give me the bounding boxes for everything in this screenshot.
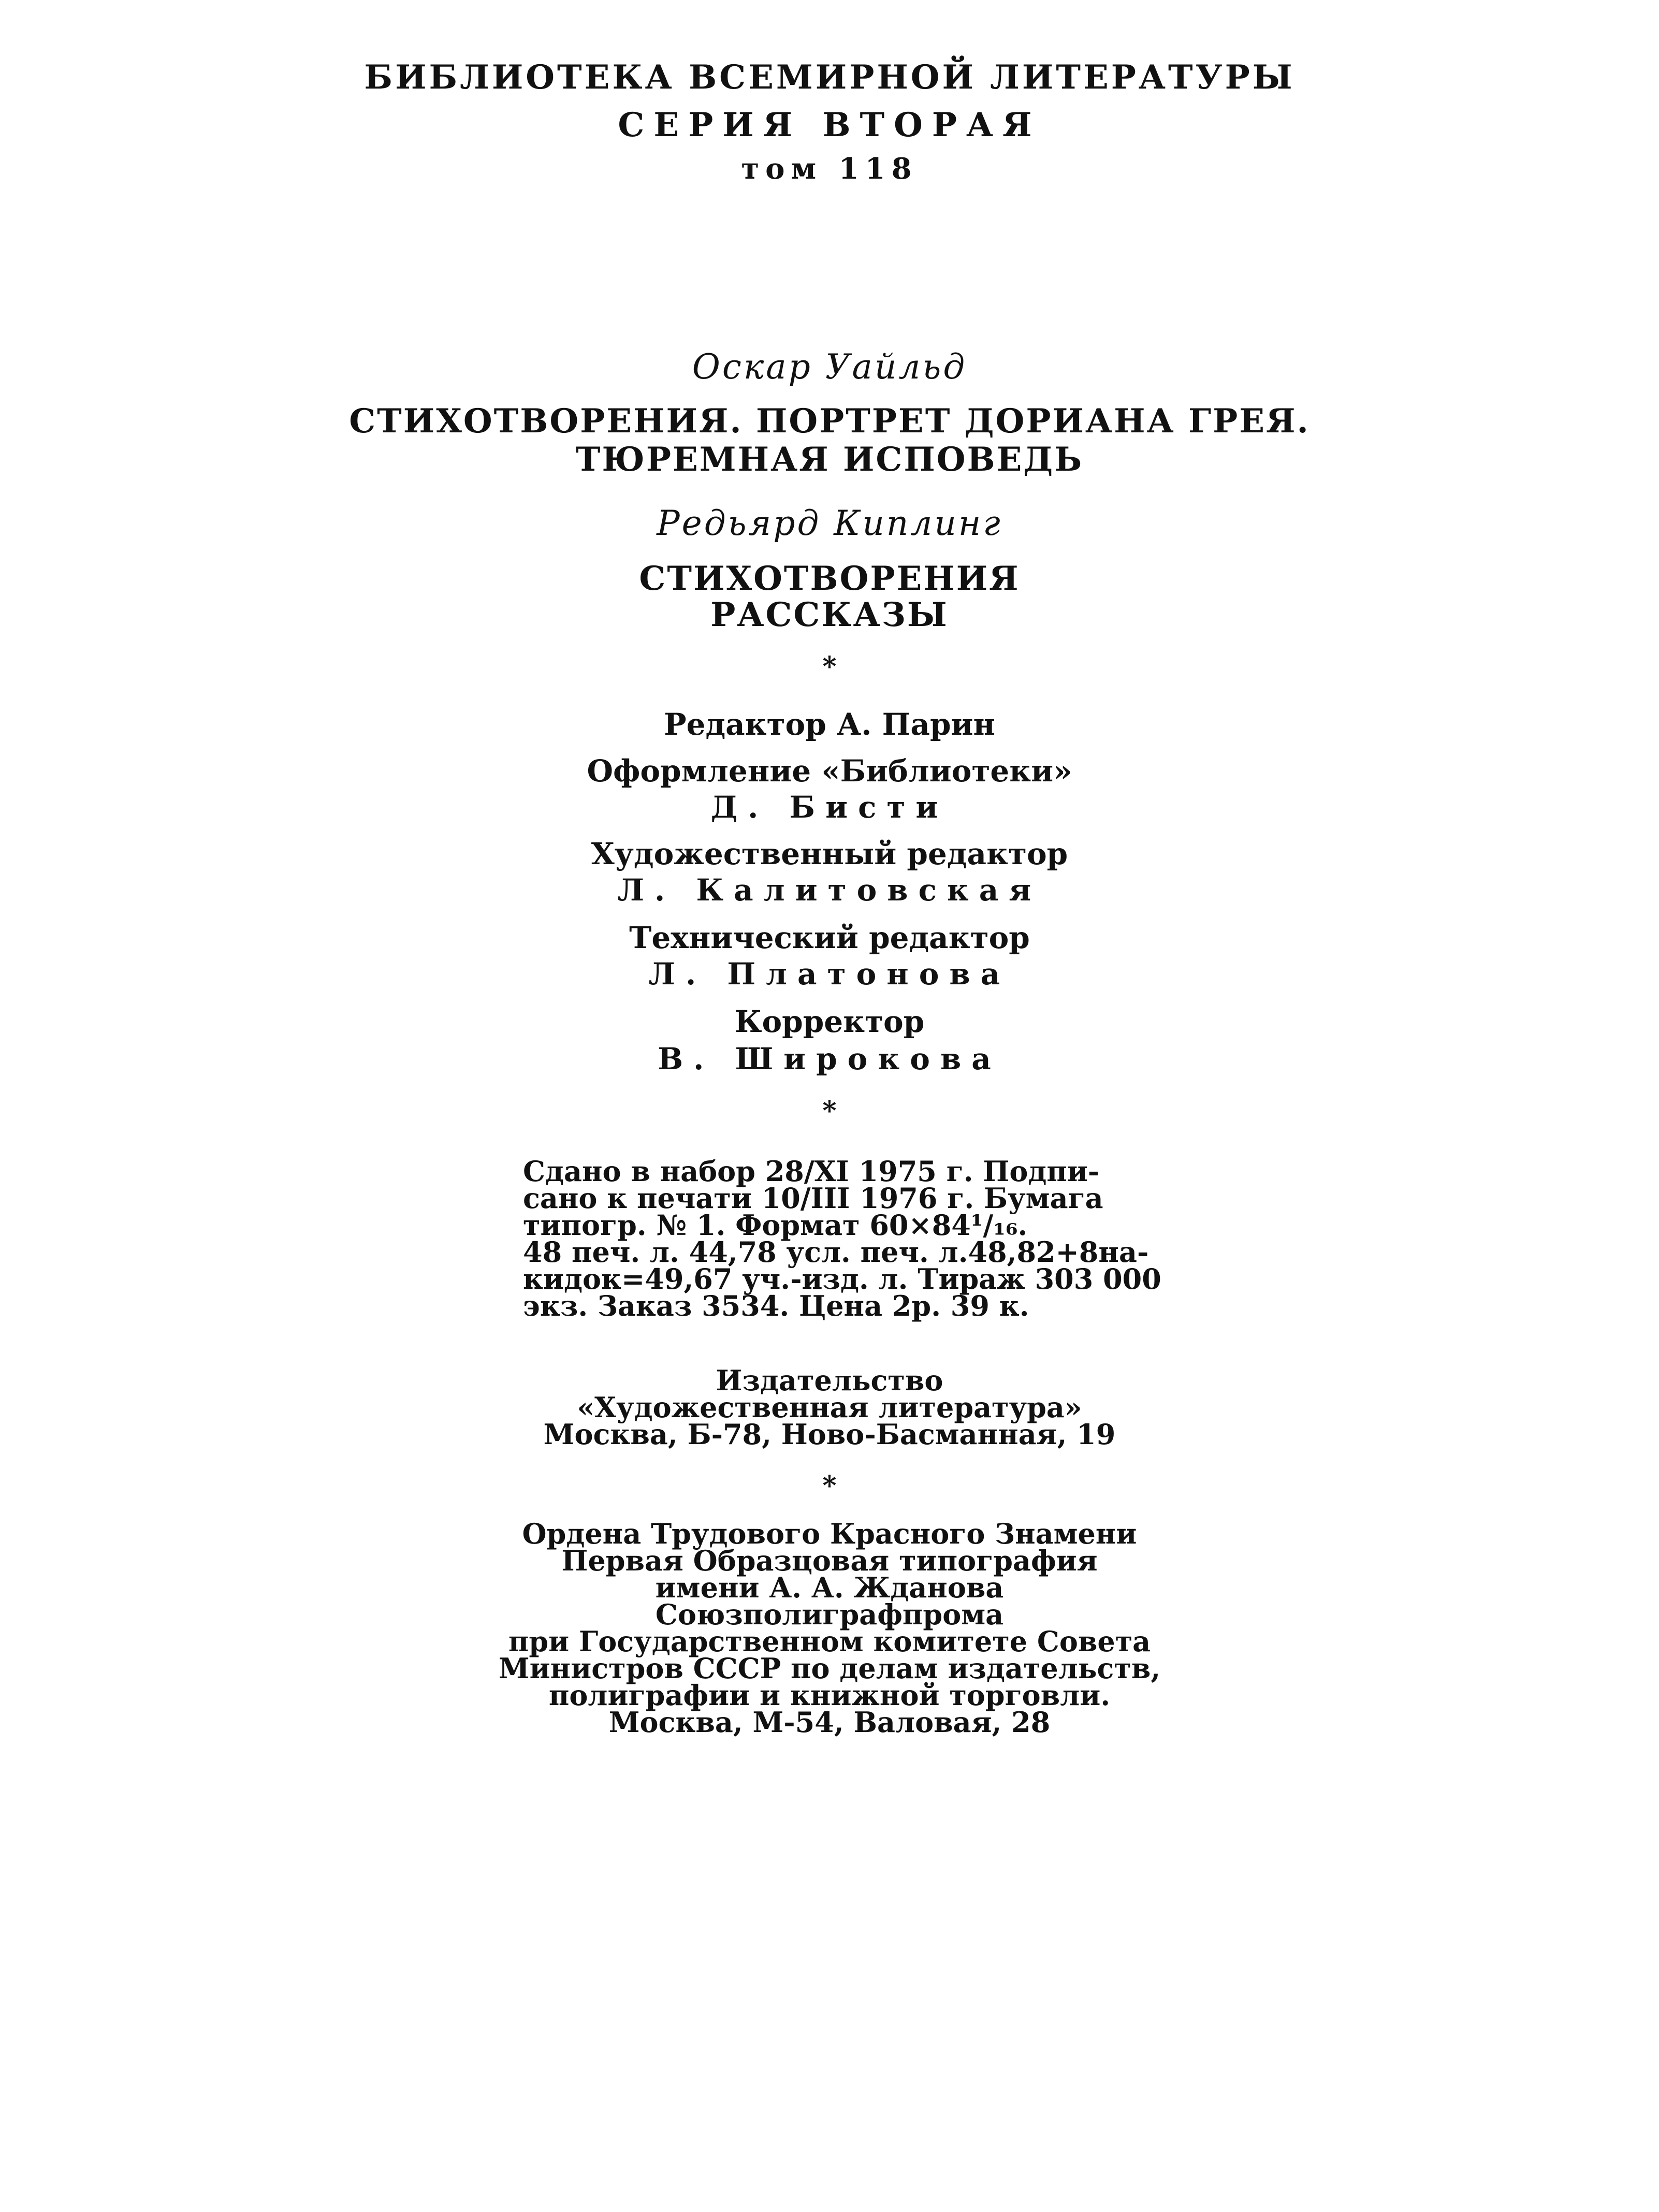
printer-block <box>0 1517 1659 1739</box>
printer-line: Первая Образцовая типография <box>561 1544 1098 1577</box>
credit-design-role: Оформление «Библиотеки» <box>587 753 1072 789</box>
printer-line: Ордена Трудового Красного Знамени <box>522 1517 1137 1550</box>
credit-editor: Редактор А. Парин <box>663 707 995 742</box>
wilde-title-line2: ТЮРЕМНАЯ ИСПОВЕДЬ <box>575 440 1084 479</box>
imprint-line: экз. Заказ 3534. Цена 2р. 39 к. <box>523 1289 1029 1322</box>
author-kipling: Редьярд Киплинг <box>657 503 1002 543</box>
credit-tech-name: Л. Платонова <box>648 956 1011 992</box>
credit-art-role: Художественный редактор <box>591 836 1068 871</box>
imprint-line: Сдано в набор 28/XI 1975 г. Подпи- <box>523 1155 1100 1188</box>
publisher-line2: «Художественная литература» <box>577 1391 1082 1424</box>
credit-art-name: Л. Калитовская <box>617 872 1042 908</box>
publisher-block <box>0 1364 1659 1451</box>
printer-line: при Государственном комитете Совета <box>508 1625 1151 1658</box>
printer-line: Москва, М-54, Валовая, 28 <box>608 1706 1051 1739</box>
credit-proof-name: В. Широкова <box>658 1041 1001 1076</box>
credit-proof-role: Корректор <box>734 1004 925 1039</box>
separator-star: * <box>822 1095 837 1127</box>
wilde-title-line1: СТИХОТВОРЕНИЯ. ПОРТРЕТ ДОРИАНА ГРЕЯ. <box>349 402 1310 441</box>
credit-tech-role: Технический редактор <box>629 920 1030 955</box>
credit-design-name: Д. Бисти <box>710 790 949 825</box>
imprint-line: кидок=49,67 уч.-изд. л. Тираж 303 000 <box>523 1262 1161 1296</box>
publisher-line3: Москва, Б-78, Ново-Басманная, 19 <box>543 1418 1116 1451</box>
series-subtitle: СЕРИЯ ВТОРАЯ <box>618 106 1041 144</box>
separator-star: * <box>822 1470 837 1502</box>
imprint-line: 48 печ. л. 44,78 усл. печ. л.48,82+8на- <box>523 1235 1149 1269</box>
printer-line: имени А. А. Жданова <box>655 1571 1004 1604</box>
series-title: БИБЛИОТЕКА ВСЕМИРНОЙ ЛИТЕРАТУРЫ <box>364 58 1295 97</box>
kipling-title-line1: СТИХОТВОРЕНИЯ <box>639 559 1020 598</box>
kipling-title-line2: РАССКАЗЫ <box>710 595 949 634</box>
printer-line: Союзполиграфпрома <box>655 1598 1004 1631</box>
printer-line: полиграфии и книжной торговли. <box>548 1679 1111 1712</box>
printer-line: Министров СССР по делам издательств, <box>498 1652 1161 1685</box>
volume-number: том 118 <box>741 152 918 186</box>
imprint-line: типогр. № 1. Формат 60×84¹/₁₆. <box>523 1209 1028 1242</box>
imprint-line: сано к печати 10/III 1976 г. Бумага <box>523 1182 1103 1215</box>
author-wilde: Оскар Уайльд <box>692 347 967 387</box>
imprint-block <box>523 1155 1161 1322</box>
publisher-line1: Издательство <box>716 1364 943 1397</box>
separator-star: * <box>822 651 837 682</box>
